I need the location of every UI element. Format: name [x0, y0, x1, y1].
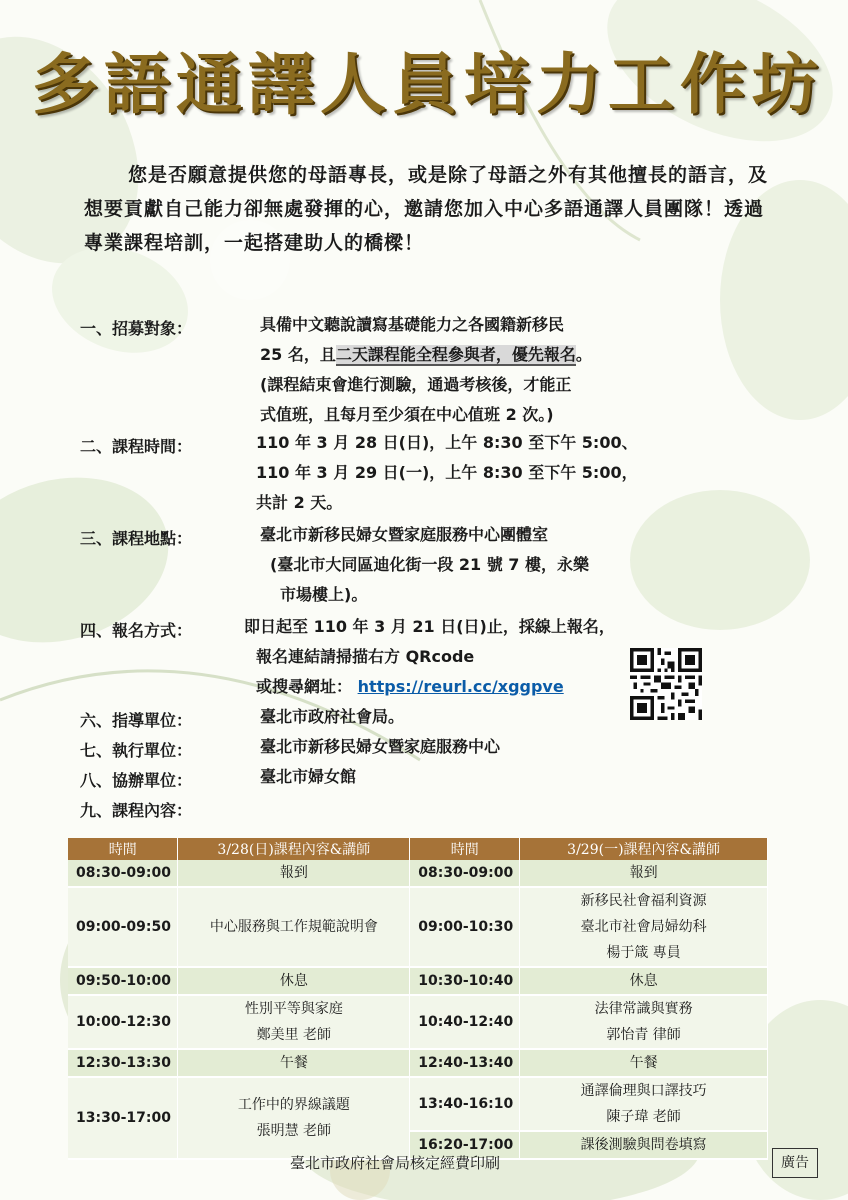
day1-time: 13:30-17:00	[68, 1077, 178, 1159]
day1-content: 休息	[178, 967, 410, 995]
target-period: 。	[575, 345, 592, 364]
place-line1: 臺北市新移民婦女暨家庭服務中心團體室	[260, 525, 549, 544]
day1-time: 09:50-10:00	[68, 967, 178, 995]
day2-content-line: 臺北市社會局婦幼科	[580, 919, 707, 935]
table-row	[68, 995, 768, 1049]
target-line4: 式值班，且每月至少須在中心值班 2 次。)	[260, 405, 554, 424]
header-time-day1: 時間	[68, 838, 178, 860]
day2-content: 課後測驗與問卷填寫	[520, 1131, 768, 1159]
day1-content-line: 性別平等與家庭	[244, 1001, 343, 1017]
intro-paragraph: 您是否願意提供您的母語專長，或是除了母語之外有其他擅長的語言，及想要貢獻自己能力卻無處發揮的心，邀請您加入中心多語通譯人員團隊！透過專業課程培訓，一起搭建助人的橋樑！	[84, 164, 769, 254]
table-row	[68, 1049, 768, 1077]
target-line1: 具備中文聽說讀寫基礎能力之各國籍新移民	[260, 315, 565, 334]
day2-time: 10:30-10:40	[410, 967, 520, 995]
day1-content-line: 鄭美里 老師	[256, 1027, 332, 1043]
day2-time: 12:40-13:40	[410, 1049, 520, 1077]
signup-url-link[interactable]: https://reurl.cc/xggpve	[357, 677, 564, 696]
qr-code-icon[interactable]	[630, 648, 702, 720]
time-label: 二、課程時間：	[80, 437, 193, 456]
signup-line1: 即日起至 110 年 3 月 21 日(日)止，採線上報名，	[244, 617, 615, 636]
day2-content	[520, 995, 768, 1049]
exec-value: 臺北市新移民婦女暨家庭服務中心	[260, 737, 501, 756]
table-row	[68, 967, 768, 995]
day2-time: 16:20-17:00	[410, 1131, 520, 1159]
co-value: 臺北市婦女館	[260, 767, 357, 786]
header-content-day2: 3/29(一)課程內容&講師	[520, 838, 768, 860]
time-line3: 共計 2 天。	[256, 493, 343, 512]
target-count: 25 名，且	[260, 345, 336, 364]
signup-line3	[256, 672, 564, 702]
search-url-label: 或搜尋網址：	[256, 677, 353, 696]
day2-content-line: 楊于箴 專員	[606, 945, 681, 961]
place-line2: (臺北市大同區迪化街一段 21 號 7 樓，永樂	[270, 555, 589, 574]
target-line2	[260, 340, 592, 370]
table-row	[68, 860, 768, 887]
day2-content-line: 法律常識與實務	[594, 1001, 693, 1017]
table-row	[68, 1077, 768, 1131]
header-time-day2: 時間	[410, 838, 520, 860]
day1-content-line: 張明慧 老師	[256, 1123, 332, 1139]
exec-label: 七、執行單位：	[80, 741, 193, 760]
day1-content: 報到	[178, 860, 410, 887]
target-label: 一、招募對象：	[80, 319, 193, 338]
day1-time: 10:00-12:30	[68, 995, 178, 1049]
highlight-priority: 二天課程能全程參與者，優先報名	[335, 345, 576, 364]
day1-content-line: 工作中的界線議題	[237, 1097, 350, 1113]
table-row	[68, 887, 768, 967]
day1-time: 08:30-09:00	[68, 860, 178, 887]
day1-content: 午餐	[178, 1049, 410, 1077]
content-label: 九、課程內容：	[80, 801, 193, 820]
day2-content	[520, 1077, 768, 1131]
day2-content: 午餐	[520, 1049, 768, 1077]
place-label: 三、課程地點：	[80, 529, 193, 548]
day2-time: 10:40-12:40	[410, 995, 520, 1049]
day1-content: 中心服務與工作規範說明會	[178, 887, 410, 967]
signup-line2: 報名連結請掃描右方 QRcode	[256, 647, 475, 666]
day1-time: 09:00-09:50	[68, 887, 178, 967]
co-label: 八、協辦單位：	[80, 771, 193, 790]
place-line3: 市場樓上)。	[280, 585, 368, 604]
signup-label: 四、報名方式：	[80, 621, 193, 640]
time-line1: 110 年 3 月 28 日(日)，上午 8:30 至下午 5:00、	[256, 433, 638, 452]
schedule-table	[68, 838, 768, 1160]
day2-time: 08:30-09:00	[410, 860, 520, 887]
day1-time: 12:30-13:30	[68, 1049, 178, 1077]
guide-value: 臺北市政府社會局。	[260, 707, 405, 726]
day2-content: 報到	[520, 860, 768, 887]
day1-content	[178, 995, 410, 1049]
day2-content: 休息	[520, 967, 768, 995]
guide-label: 六、指導單位：	[80, 711, 193, 730]
header-content-day1: 3/28(日)課程內容&講師	[178, 838, 410, 860]
target-line3: (課程結束會進行測驗，通過考核後，才能正	[260, 375, 572, 394]
day2-content-line: 陳子瑋 老師	[606, 1109, 681, 1125]
day2-content	[520, 887, 768, 967]
day2-content-line: 新移民社會福利資源	[580, 893, 707, 909]
ad-label-box: 廣告	[772, 1148, 818, 1178]
page-title: 多語通譯人員培力工作坊	[32, 45, 824, 123]
day2-time: 09:00-10:30	[410, 887, 520, 967]
day2-content-line: 通譯倫理與口譯技巧	[580, 1083, 707, 1099]
time-line2: 110 年 3 月 29 日(一)，上午 8:30 至下午 5:00，	[256, 463, 638, 482]
day2-time: 13:40-16:10	[410, 1077, 520, 1131]
footer-note: 臺北市政府社會局核定經費印刷	[290, 1154, 501, 1172]
day2-content-line: 郭怡青 律師	[606, 1027, 681, 1043]
day1-content	[178, 1077, 410, 1159]
